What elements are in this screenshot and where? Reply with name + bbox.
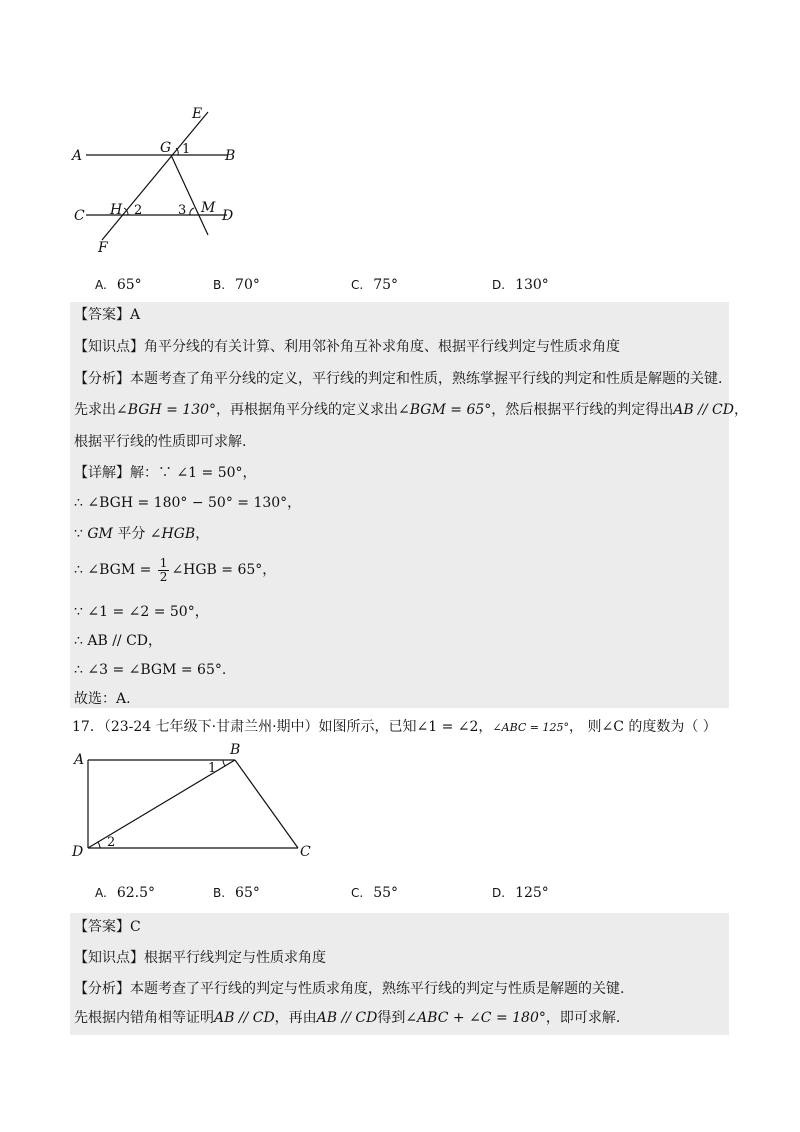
q17-answer: 【答案】C [74,919,141,935]
label-M: M [201,200,216,216]
q17-option-d: D. 125° [492,885,549,901]
label-C: C [74,208,85,224]
q17-analysis-line-2: 先根据内错角相等证明AB // CD，再由AB // CD得到∠ABC + ∠C = 180°，即可求解. [74,1010,621,1026]
label-1: 1 [208,761,217,776]
angle-2-arc [98,842,100,848]
q17-option-b: B. 65° [213,885,260,901]
q16-option-a: A. 65° [95,277,142,293]
figure-parallel-lines [60,100,260,260]
label-1: 1 [182,142,191,157]
label-B: B [230,742,241,758]
q16-knowledge: 【知识点】角平分线的有关计算、利用邻补角互补求角度、根据平行线判定与性质求角度 [74,339,620,355]
q16-detail-6: ∴ AB // CD， [74,633,163,649]
q16-option-c: C. 75° [351,277,399,293]
label-F: F [98,240,108,256]
label-C: C [300,844,311,860]
label-A: A [72,148,83,164]
label-D: D [72,844,84,860]
q17-option-c: C. 55° [351,885,399,901]
label-G: G [160,140,172,156]
side-BC [235,760,298,848]
label-E: E [192,106,203,122]
q16-detail-7: ∴ ∠3 = ∠BGM = 65°. [74,662,227,678]
q17-analysis-line-1: 【分析】本题考查了平行线的判定与性质求角度，熟练平行线的判定与性质是解题的关键. [74,981,625,997]
fraction-one-half: $\frac{1}{2}$ [159,555,168,584]
label-2: 2 [107,835,116,850]
angle-1-arc [223,760,225,766]
q16-answer: 【答案】A [74,307,141,323]
q17-option-a: A. 62.5° [95,885,155,901]
q16-detail-1: 【详解】解：∵ ∠1 = 50°， [74,465,257,481]
q16-choose: 故选：A. [74,691,131,707]
q16-analysis-line-3: 根据平行线的性质即可求解. [74,434,247,450]
q16-detail-2: ∴ ∠BGH = 180° − 50° = 130°， [74,495,302,511]
q16-detail-3: ∵ GM 平分 ∠HGB， [74,526,210,542]
label-H: H [110,202,123,218]
q16-detail-5: ∵ ∠1 = ∠2 = 50°， [74,604,209,620]
q16-option-d: D. 130° [492,277,549,293]
q17-knowledge: 【知识点】根据平行线判定与性质求角度 [74,950,326,966]
label-2: 2 [134,203,143,218]
label-D: D [222,208,234,224]
label-3: 3 [178,203,187,218]
line-EF [102,112,208,240]
q16-detail-4: ∴ ∠BGM = $\frac{1}{2}$ ∠HGB = 65°， [74,555,277,584]
q16-analysis-line-1: 【分析】本题考查了角平分线的定义，平行线的判定和性质，熟练掌握平行线的判定和性质是解题的关键. [74,371,723,387]
q17-stem: 17．（23-24 七年级下·甘肃兰州·期中）如图所示，已知∠1 = ∠2，∠ABC = 125°， 则∠C 的度数为（ ） [72,719,717,735]
label-A: A [74,752,85,768]
angle-3-arc [190,208,194,215]
label-B: B [225,148,236,164]
line-GM [171,155,208,235]
q16-analysis-line-2: 先求出∠BGH = 130°，再根据角平分线的定义求出∠BGM = 65°，然后根据平行线的判定得出AB // CD， [74,402,748,418]
figure-quadrilateral [60,740,330,870]
q16-option-b: B. 70° [213,277,260,293]
